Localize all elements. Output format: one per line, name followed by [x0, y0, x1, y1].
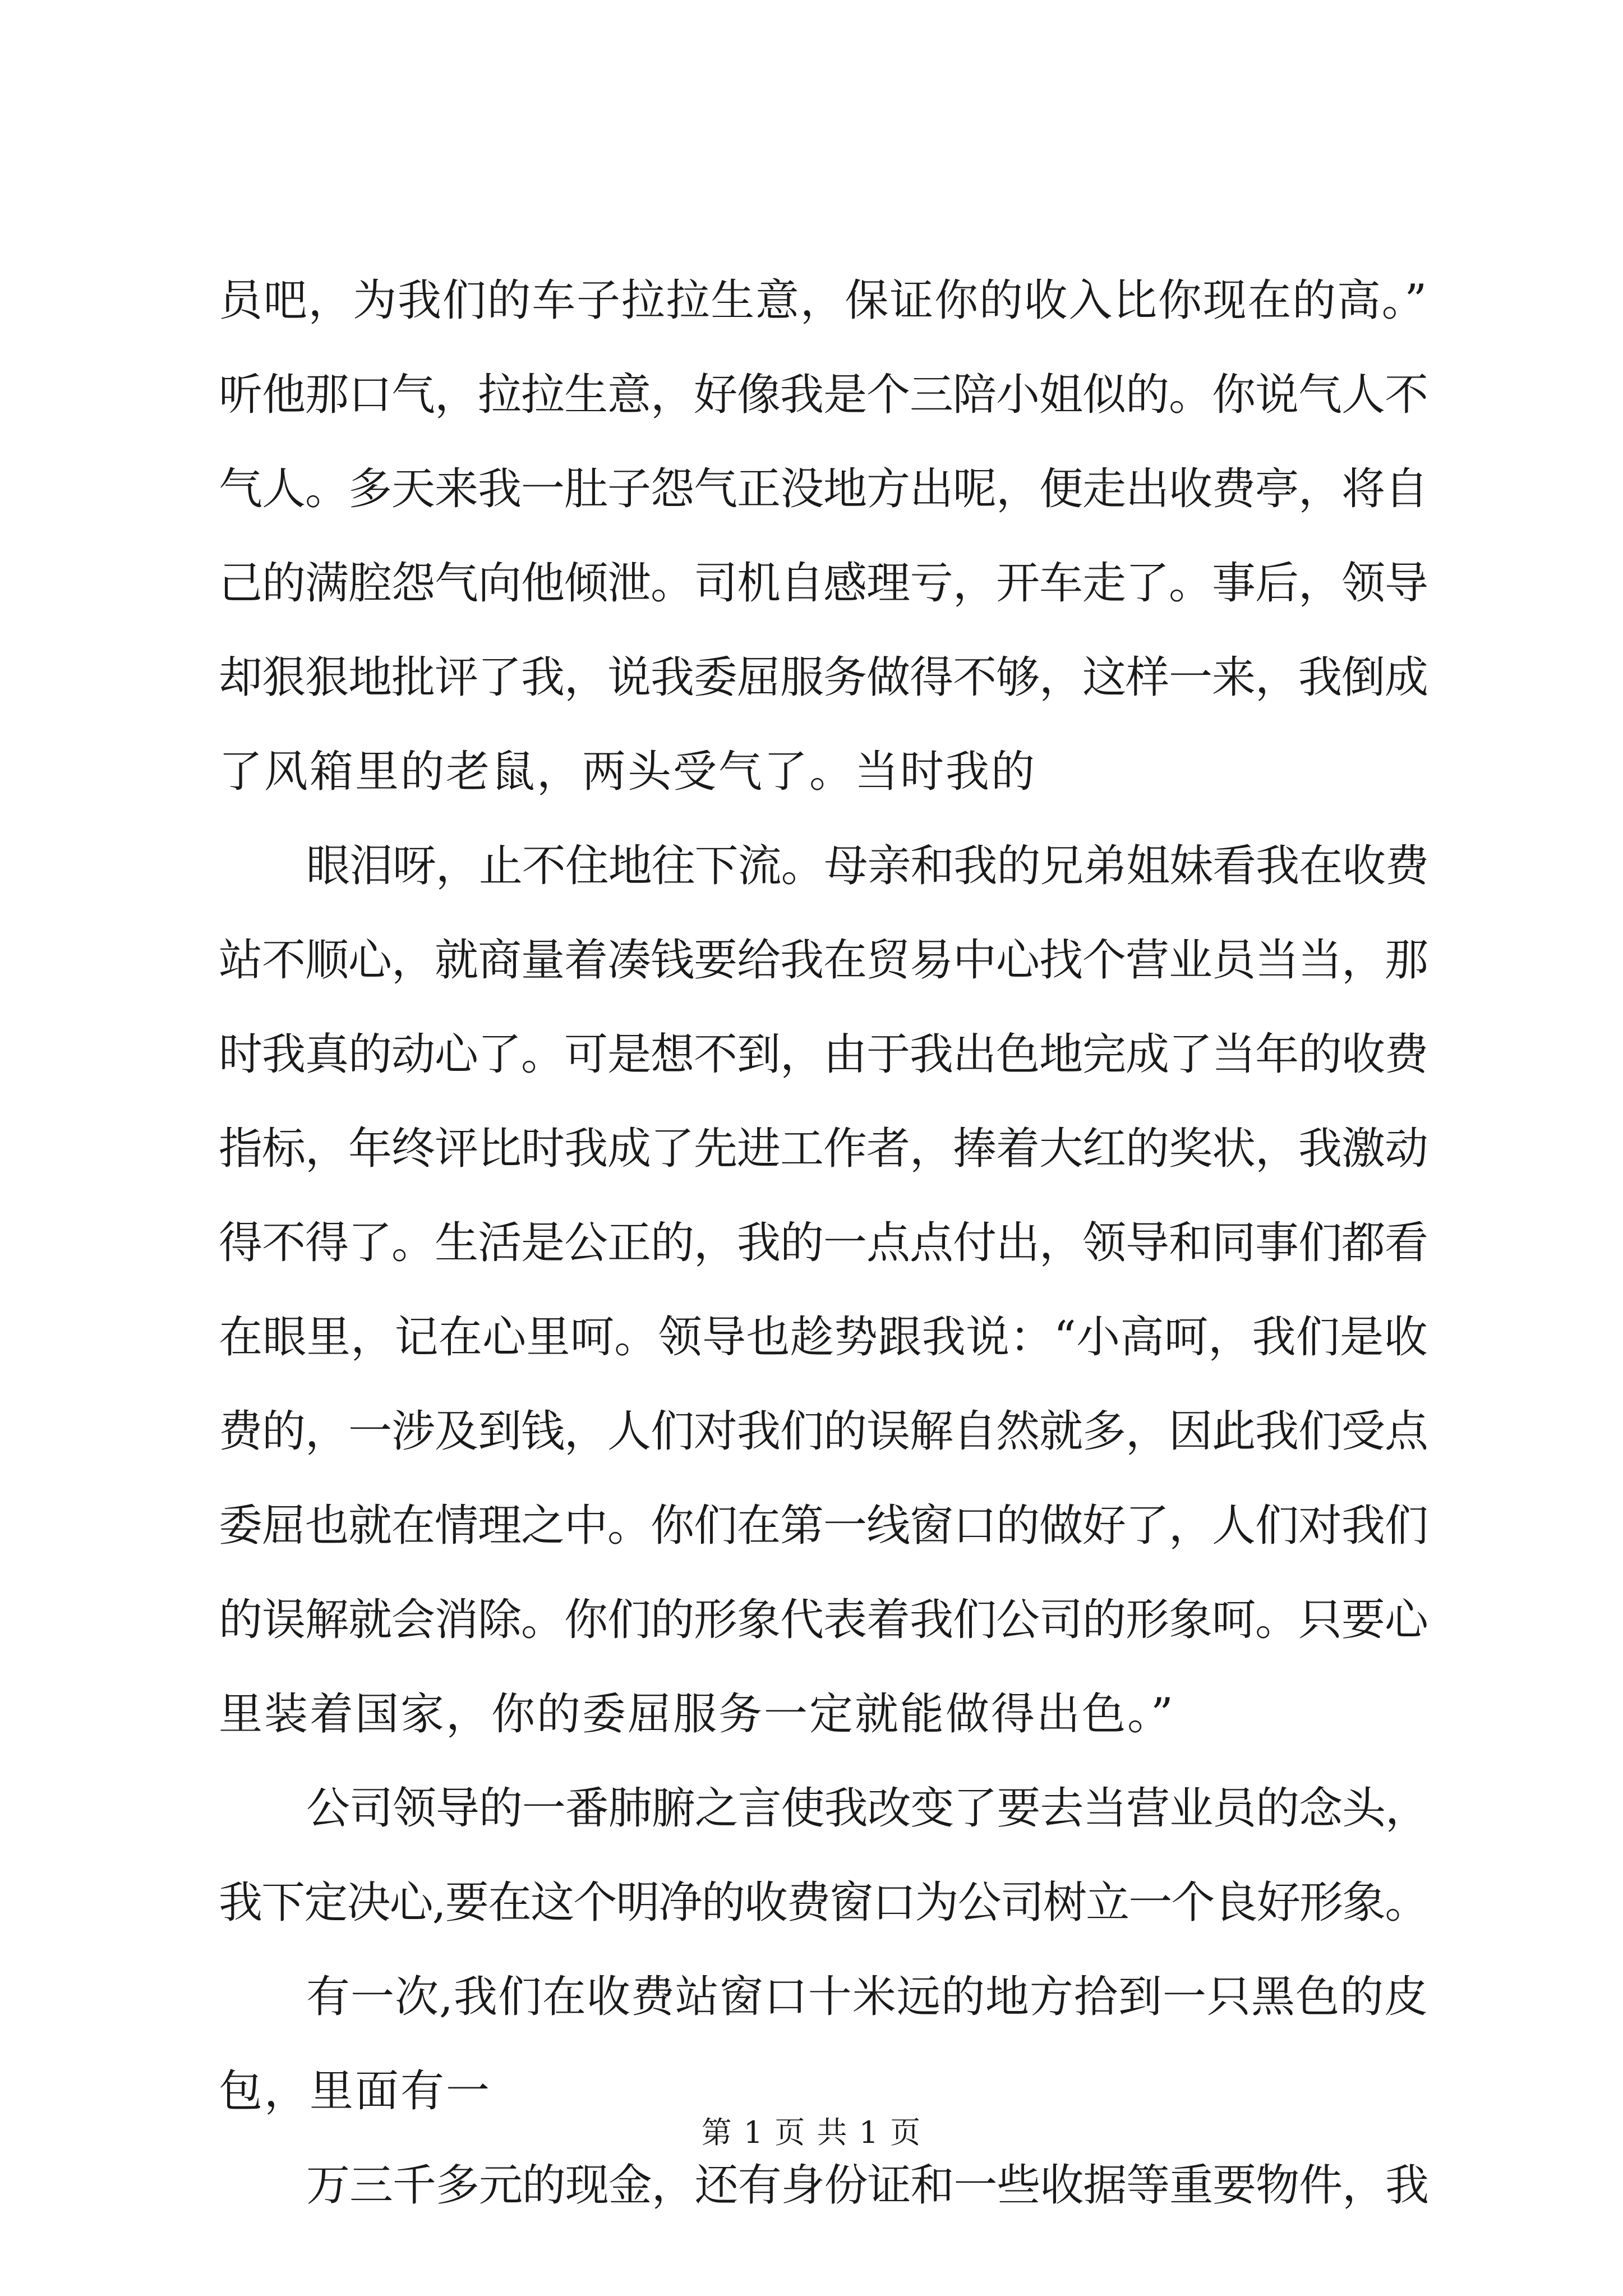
text-line: 的误解就会消除。你们的形象代表着我们公司的形象呵。只要心: [219, 1595, 1428, 1645]
text-line: 了风箱里的老鼠，两头受气了。当时我的: [219, 747, 1037, 797]
text-line: 里装着国家，你的委屈服务一定就能做得出色。”: [219, 1689, 1175, 1740]
paragraph-start-line: 眼泪呀，止不住地往下流。母亲和我的兄弟姐妹看我在收费: [306, 841, 1428, 891]
text-line: 员吧，为我们的车子拉拉生意，保证你的收入比你现在的高。”: [219, 275, 1428, 326]
paragraph-start-line: 公司领导的一番肺腑之言使我改变了要去当营业员的念头，: [306, 1783, 1428, 1834]
document-body: [219, 254, 1428, 2233]
text-line: 我下定决心,要在这个明净的收费窗口为公司树立一个良好形象。: [219, 1878, 1428, 1928]
text-line: 时我真的动心了。可是想不到，由于我出色地完成了当年的收费: [219, 1029, 1428, 1080]
paragraph-start-line: 万三千多元的现金，还有身份证和一些收据等重要物件，我: [306, 2160, 1428, 2211]
paragraph-start-line: 有一次,我们在收费站窗口十米远的地方拾到一只黑色的皮: [306, 1972, 1428, 2022]
page-number-footer: 第 1 页 共 1 页: [701, 2115, 922, 2150]
text-line: 却狠狠地批评了我，说我委屈服务做得不够，这样一来，我倒成: [219, 652, 1428, 703]
text-line: 指标，年终评比时我成了先进工作者，捧着大红的奖状，我激动: [219, 1124, 1428, 1174]
text-line: 在眼里，记在心里呵。领导也趁势跟我说：“小高呵，我们是收: [219, 1312, 1428, 1363]
text-line: 气人。多天来我一肚子怨气正没地方出呢，便走出收费亭，将自: [219, 464, 1428, 514]
text-line: 包，里面有一: [219, 2066, 492, 2116]
text-line: 听他那口气，拉拉生意，好像我是个三陪小姐似的。你说气人不: [219, 370, 1428, 420]
text-line: 得不得了。生活是公正的，我的一点点付出，领导和同事们都看: [219, 1218, 1428, 1268]
text-line: 己的满腔怨气向他倾泄。司机自感理亏，开车走了。事后，领导: [219, 558, 1428, 609]
text-line: 站不顺心，就商量着凑钱要给我在贸易中心找个营业员当当，那: [219, 935, 1428, 986]
text-line: 委屈也就在情理之中。你们在第一线窗口的做好了，人们对我们: [219, 1501, 1428, 1551]
text-line: 费的，一涉及到钱，人们对我们的误解自然就多，因此我们受点: [219, 1406, 1428, 1457]
